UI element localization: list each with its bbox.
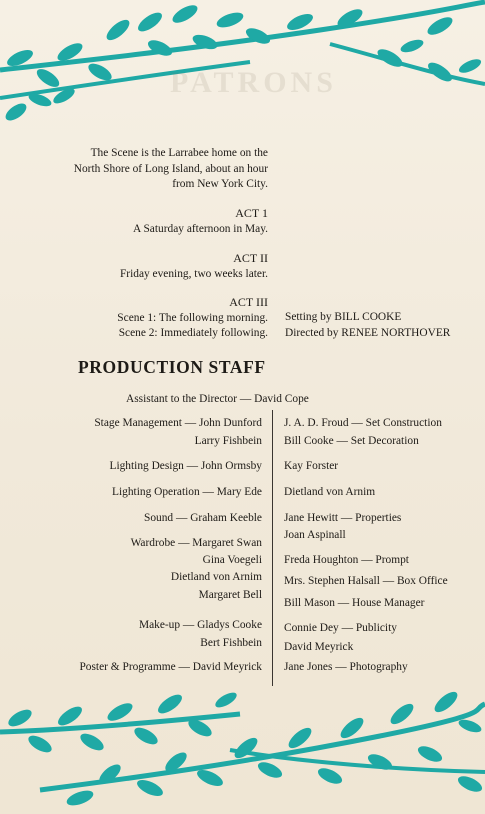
staff-left-item: Poster & Programme — David Meyrick <box>79 661 262 673</box>
act-title: ACT II <box>233 251 268 265</box>
act-3 <box>60 295 268 342</box>
staff-left-item: Gina Voegeli <box>202 554 262 566</box>
setting-credit: Setting by BILL COOKE <box>285 311 402 323</box>
staff-left-item: Make-up — Gladys Cooke <box>138 619 262 631</box>
act-line: Scene 2: Immediately following. <box>118 327 268 339</box>
staff-left-item: Lighting Design — John Ormsby <box>109 460 262 472</box>
creative-credits <box>285 310 485 341</box>
staff-right-item: Jane Jones — Photography <box>284 661 408 673</box>
staff-right-item: J. A. D. Froud — Set Construction <box>284 417 442 429</box>
column-divider <box>272 410 273 686</box>
faded-show-through-heading: PATRONS <box>170 66 337 99</box>
staff-left-item: Stage Management — John Dunford <box>94 417 262 429</box>
staff-left-item: Bert Fishbein <box>200 637 262 649</box>
staff-right-item: Bill Cooke — Set Decoration <box>284 435 419 447</box>
act-2 <box>60 251 268 282</box>
act-line: Friday evening, two weeks later. <box>119 267 268 280</box>
staff-left-item: Margaret Bell <box>198 589 262 601</box>
scene-description <box>30 146 268 193</box>
bottom-foliage-decoration <box>0 680 485 814</box>
director-credit: Directed by RENEE NORTHOVER <box>285 326 451 339</box>
act-line: A Saturday afternoon in May. <box>133 222 268 235</box>
staff-right-item: Mrs. Stephen Halsall — Box Office <box>284 575 448 587</box>
staff-left-item: Wardrobe — Margaret Swan <box>130 537 262 549</box>
staff-right-item: Connie Dey — Publicity <box>284 622 397 634</box>
staff-right-item: David Meyrick <box>284 641 354 653</box>
scene-line: The Scene is the Larrabee home on the <box>90 147 268 159</box>
act-line: Scene 1: The following morning. <box>117 311 268 324</box>
staff-left-item: Larry Fishbein <box>194 435 262 447</box>
staff-right-item: Freda Houghton — Prompt <box>284 554 409 566</box>
staff-right-item: Kay Forster <box>284 460 339 472</box>
staff-right-item: Joan Aspinall <box>284 529 346 541</box>
staff-left-item: Sound — Graham Keeble <box>144 512 262 524</box>
act-title: ACT III <box>229 295 268 309</box>
assistant-director-line: Assistant to the Director — David Cope <box>126 393 309 405</box>
staff-left-item: Lighting Operation — Mary Ede <box>112 486 262 498</box>
production-staff-heading: PRODUCTION STAFF <box>78 357 266 377</box>
staff-right-item: Dietland von Arnim <box>284 486 376 498</box>
staff-left-item: Dietland von Arnim <box>170 571 262 583</box>
staff-right-item: Jane Hewitt — Properties <box>284 512 402 524</box>
act-title: ACT 1 <box>235 206 268 220</box>
act-1 <box>60 206 268 237</box>
staff-right-item: Bill Mason — House Manager <box>284 597 425 609</box>
scene-line: North Shore of Long Island, about an hour <box>73 162 268 175</box>
scene-line: from New York City. <box>172 178 268 190</box>
top-foliage-decoration <box>0 0 485 130</box>
